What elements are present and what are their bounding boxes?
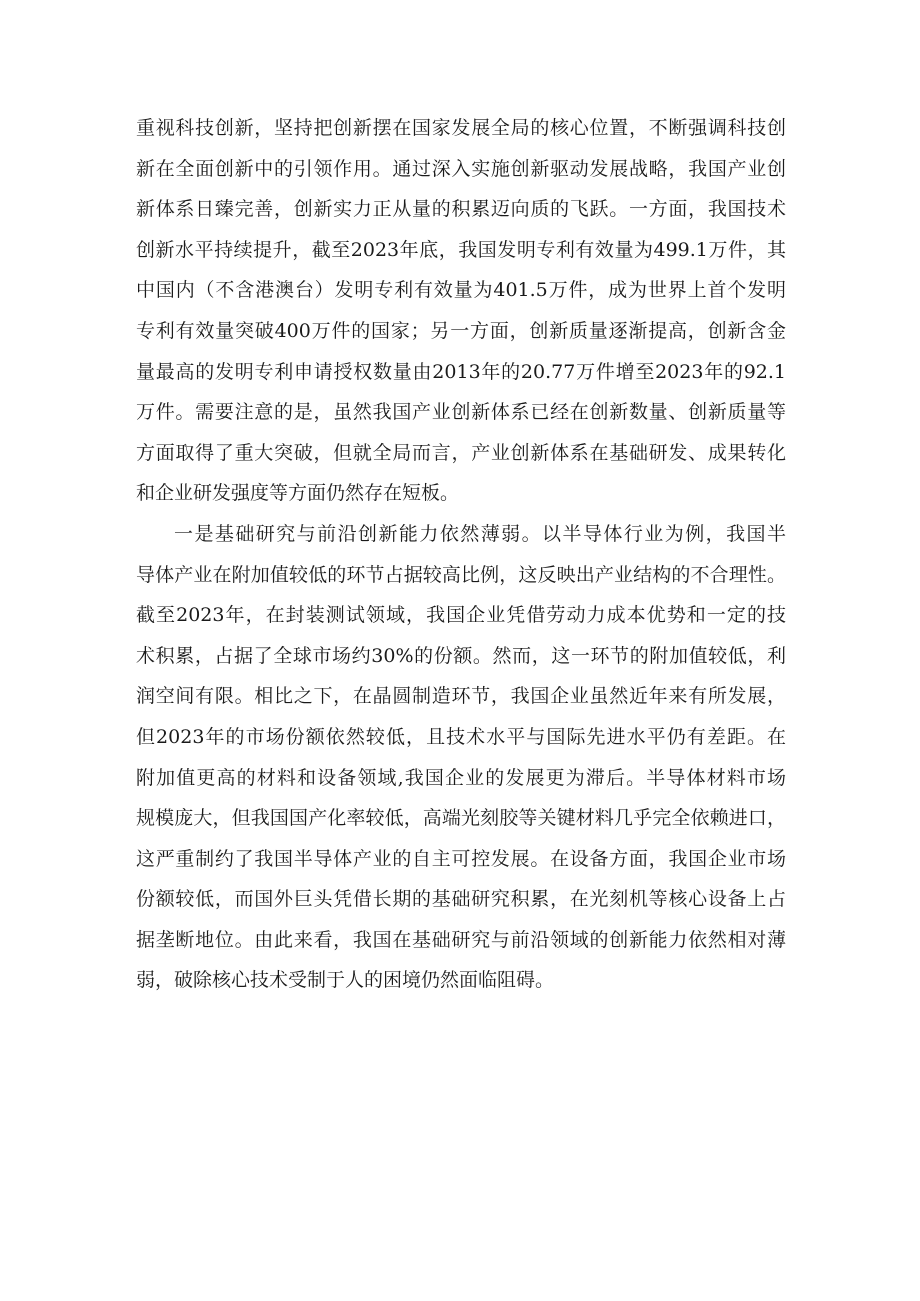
text-line: 导体产业在附加值较低的环节占据较高比例，这反映出产业结构的不合理性。 bbox=[136, 563, 786, 586]
paragraph-2 bbox=[136, 514, 786, 1001]
text-line: 和企业研发强度等方面仍然存在短板。 bbox=[136, 482, 460, 505]
text-line: 重视科技创新，坚持把创新摆在国家发展全局的核心位置，不断强调科技创 bbox=[136, 117, 786, 139]
text-line: 规模庞大，但我国国产化率较低，高端光刻胶等关键材料几乎完全依赖进口， bbox=[136, 807, 786, 830]
text-line: 截至2023年，在封装测试领域，我国企业凭借劳动力成本优势和一定的技 bbox=[136, 604, 786, 627]
text-line: 这严重制约了我国半导体产业的自主可控发展。在设备方面，我国企业市场 bbox=[136, 847, 786, 870]
text-line: 中国内（不含港澳台）发明专利有效量为401.5万件，成为世界上首个发明 bbox=[136, 279, 786, 302]
text-line: 润空间有限。相比之下，在晶圆制造环节，我国企业虽然近年来有所发展， bbox=[136, 685, 786, 708]
text-line: 新在全面创新中的引领作用。通过深入实施创新驱动发展战略，我国产业创 bbox=[136, 157, 786, 180]
text-line: 但2023年的市场份额依然较低，且技术水平与国际先进水平仍有差距。在 bbox=[136, 725, 786, 748]
text-line: 创新水平持续提升，截至2023年底，我国发明专利有效量为499.1万件，其 bbox=[136, 238, 786, 261]
text-line: 量最高的发明专利申请授权数量由2013年的20.77万件增至2023年的92.1 bbox=[136, 360, 786, 383]
text-line: 据垄断地位。由此来看，我国在基础研究与前沿领域的创新能力依然相对薄 bbox=[136, 928, 786, 951]
text-line: 新体系日臻完善，创新实力正从量的积累迈向质的飞跃。一方面，我国技术 bbox=[136, 198, 786, 221]
text-line: 术积累，占据了全球市场约30%的份额。然而，这一环节的附加值较低，利 bbox=[136, 644, 786, 667]
text-line: 方面取得了重大突破，但就全局而言，产业创新体系在基础研发、成果转化 bbox=[136, 441, 786, 464]
text-line: 份额较低，而国外巨头凭借长期的基础研究积累，在光刻机等核心设备上占 bbox=[136, 888, 786, 911]
paragraph-1 bbox=[136, 108, 786, 514]
text-line: 万件。需要注意的是，虽然我国产业创新体系已经在创新数量、创新质量等 bbox=[136, 401, 786, 424]
text-line: 弱，破除核心技术受制于人的困境仍然面临阻碍。 bbox=[136, 969, 555, 992]
text-line: 一是基础研究与前沿创新能力依然薄弱。以半导体行业为例，我国半 bbox=[174, 522, 786, 545]
text-line: 附加值更高的材料和设备领域,我国企业的发展更为滞后。半导体材料市场 bbox=[136, 766, 786, 789]
body-text bbox=[136, 108, 786, 1001]
text-line: 专利有效量突破400万件的国家；另一方面，创新质量逐渐提高，创新含金 bbox=[136, 319, 786, 342]
